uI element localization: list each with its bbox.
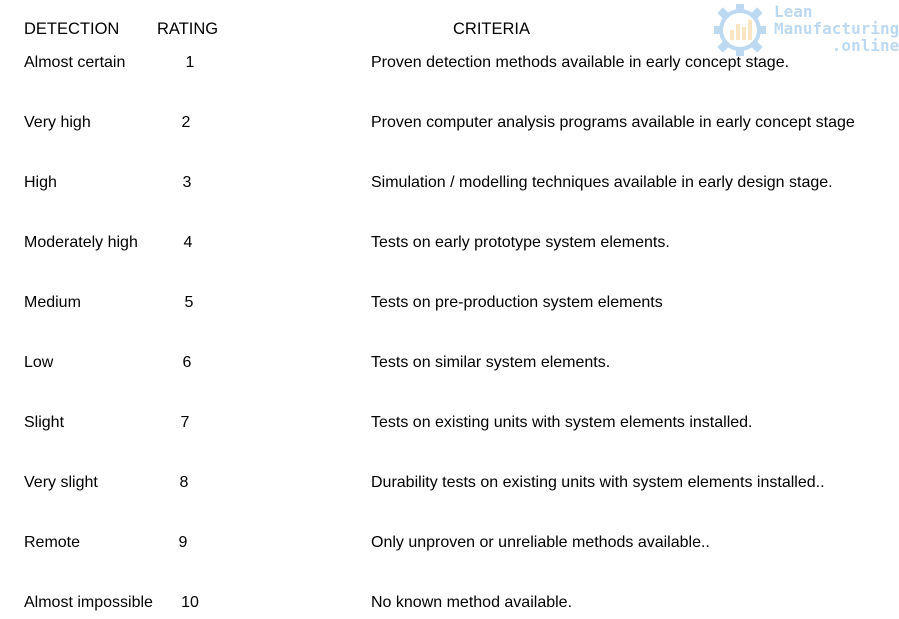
header-criteria: CRITERIA xyxy=(453,20,531,38)
detection-cell: Very slight xyxy=(24,474,98,491)
criteria-cell: Only unproven or unreliable methods available.. xyxy=(371,534,710,551)
detection-cell: Low xyxy=(24,354,54,371)
criteria-cell: No known method available. xyxy=(371,594,573,611)
watermark-line-3: .online xyxy=(831,36,899,55)
detection-cell: Almost impossible xyxy=(24,594,153,611)
watermark-line-1: Lean xyxy=(774,2,813,21)
rating-cell: 7 xyxy=(180,414,190,431)
watermark-text xyxy=(774,3,899,54)
table-row xyxy=(0,533,889,553)
detection-cell: Slight xyxy=(24,414,65,431)
table-row xyxy=(0,413,889,433)
criteria-cell: Tests on existing units with system elements installed. xyxy=(371,414,753,431)
table-row xyxy=(0,353,889,373)
rating-cell: 9 xyxy=(178,534,188,551)
watermark-line-2: Manufacturing xyxy=(774,19,899,38)
header-detection: DETECTION xyxy=(24,20,120,38)
table-row xyxy=(0,173,889,193)
detection-cell: High xyxy=(24,174,57,191)
criteria-cell: Tests on similar system elements. xyxy=(371,354,611,371)
rating-cell: 6 xyxy=(182,354,192,371)
detection-cell: Almost certain xyxy=(24,54,126,71)
rating-cell: 8 xyxy=(179,474,189,491)
gear-chart-icon xyxy=(710,0,774,56)
criteria-cell: Proven detection methods available in early concept stage. xyxy=(371,54,790,71)
criteria-cell: Tests on pre-production system elements xyxy=(371,294,663,311)
table-row xyxy=(0,233,889,253)
table-row xyxy=(0,293,889,313)
table-row xyxy=(0,53,889,73)
criteria-cell: Simulation / modelling techniques available in early design stage. xyxy=(371,174,833,191)
rating-cell: 3 xyxy=(182,174,192,191)
watermark-logo xyxy=(710,0,899,56)
criteria-cell: Durability tests on existing units with system elements installed.. xyxy=(371,474,825,491)
table-row xyxy=(0,473,889,493)
detection-cell: Remote xyxy=(24,534,81,551)
rating-cell: 4 xyxy=(183,234,193,251)
rating-cell: 5 xyxy=(184,294,194,311)
criteria-cell: Tests on early prototype system elements. xyxy=(371,234,670,251)
detection-cell: Medium xyxy=(24,294,81,311)
table-row xyxy=(0,593,889,613)
rating-cell: 10 xyxy=(181,594,199,611)
detection-cell: Moderately high xyxy=(24,234,138,251)
table-row xyxy=(0,113,889,133)
criteria-cell: Proven computer analysis programs available in early concept stage xyxy=(371,114,855,131)
rating-cell: 2 xyxy=(181,114,191,131)
header-rating: RATING xyxy=(157,20,219,38)
rating-cell: 1 xyxy=(185,54,195,71)
detection-cell: Very high xyxy=(24,114,91,131)
